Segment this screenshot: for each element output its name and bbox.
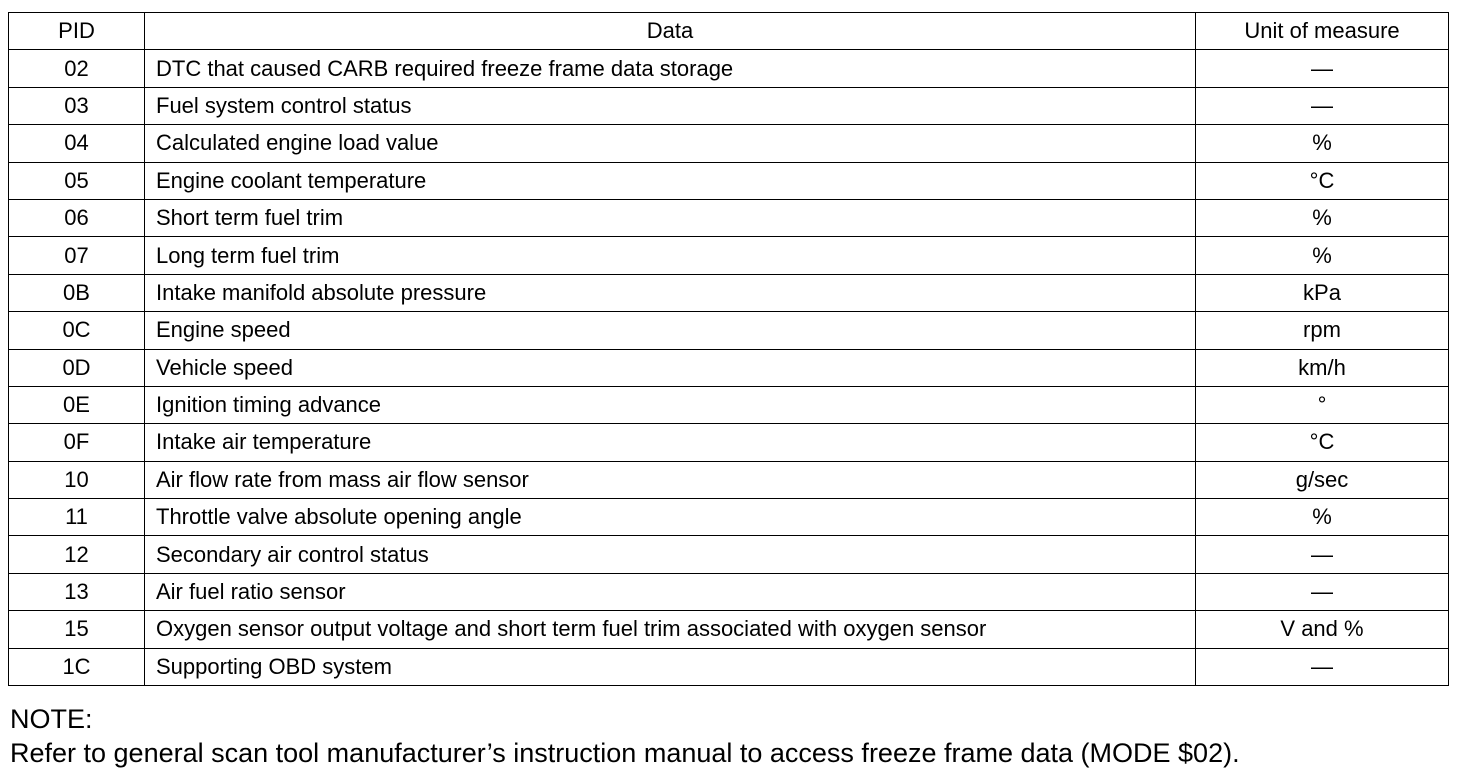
cell-unit: kPa	[1196, 274, 1449, 311]
header-pid: PID	[9, 13, 145, 50]
cell-pid: 0B	[9, 274, 145, 311]
freeze-frame-table	[8, 12, 1449, 686]
cell-unit: —	[1196, 87, 1449, 124]
cell-pid: 0F	[9, 424, 145, 461]
table-row	[9, 312, 1449, 349]
cell-data: Engine coolant temperature	[145, 162, 1196, 199]
cell-unit: rpm	[1196, 312, 1449, 349]
header-data: Data	[145, 13, 1196, 50]
cell-pid: 0D	[9, 349, 145, 386]
cell-pid: 07	[9, 237, 145, 274]
cell-pid: 13	[9, 573, 145, 610]
table-row	[9, 648, 1449, 685]
table-row	[9, 536, 1449, 573]
cell-data: Fuel system control status	[145, 87, 1196, 124]
cell-unit: —	[1196, 536, 1449, 573]
note-title: NOTE:	[10, 704, 93, 734]
cell-pid: 10	[9, 461, 145, 498]
cell-unit: %	[1196, 499, 1449, 536]
cell-unit: —	[1196, 573, 1449, 610]
note-text: Refer to general scan tool manufacturer’s instruction manual to access freeze frame data (MODE $02).	[10, 738, 1240, 768]
cell-pid: 0E	[9, 386, 145, 423]
cell-data: Intake manifold absolute pressure	[145, 274, 1196, 311]
cell-data: Supporting OBD system	[145, 648, 1196, 685]
cell-data: Long term fuel trim	[145, 237, 1196, 274]
cell-data: Vehicle speed	[145, 349, 1196, 386]
table-row	[9, 50, 1449, 87]
table-row	[9, 386, 1449, 423]
cell-unit: —	[1196, 50, 1449, 87]
cell-pid: 1C	[9, 648, 145, 685]
table-row	[9, 424, 1449, 461]
cell-data: Air flow rate from mass air flow sensor	[145, 461, 1196, 498]
cell-unit: —	[1196, 648, 1449, 685]
cell-unit: g/sec	[1196, 461, 1449, 498]
table-row	[9, 125, 1449, 162]
table-header-row	[9, 13, 1449, 50]
cell-data: Short term fuel trim	[145, 199, 1196, 236]
cell-unit: °C	[1196, 424, 1449, 461]
cell-data: Intake air temperature	[145, 424, 1196, 461]
cell-unit: V and %	[1196, 611, 1449, 648]
table-row	[9, 162, 1449, 199]
cell-unit: %	[1196, 237, 1449, 274]
table-row	[9, 573, 1449, 610]
table-row	[9, 461, 1449, 498]
table-row	[9, 499, 1449, 536]
table-row	[9, 349, 1449, 386]
table-row	[9, 87, 1449, 124]
cell-unit: km/h	[1196, 349, 1449, 386]
cell-pid: 04	[9, 125, 145, 162]
table-row	[9, 199, 1449, 236]
cell-unit: %	[1196, 199, 1449, 236]
cell-pid: 03	[9, 87, 145, 124]
cell-pid: 0C	[9, 312, 145, 349]
cell-unit: °	[1196, 386, 1449, 423]
cell-data: Ignition timing advance	[145, 386, 1196, 423]
cell-pid: 02	[9, 50, 145, 87]
cell-data: Engine speed	[145, 312, 1196, 349]
table-row	[9, 237, 1449, 274]
cell-data: DTC that caused CARB required freeze frame data storage	[145, 50, 1196, 87]
cell-data: Calculated engine load value	[145, 125, 1196, 162]
cell-data: Air fuel ratio sensor	[145, 573, 1196, 610]
cell-pid: 05	[9, 162, 145, 199]
cell-pid: 15	[9, 611, 145, 648]
table-body	[9, 50, 1449, 686]
table-row	[9, 611, 1449, 648]
cell-unit: °C	[1196, 162, 1449, 199]
header-unit: Unit of measure	[1196, 13, 1449, 50]
cell-pid: 11	[9, 499, 145, 536]
cell-pid: 06	[9, 199, 145, 236]
cell-unit: %	[1196, 125, 1449, 162]
cell-pid: 12	[9, 536, 145, 573]
cell-data: Secondary air control status	[145, 536, 1196, 573]
table-row	[9, 274, 1449, 311]
cell-data: Throttle valve absolute opening angle	[145, 499, 1196, 536]
cell-data: Oxygen sensor output voltage and short term fuel trim associated with oxygen sensor	[145, 611, 1196, 648]
